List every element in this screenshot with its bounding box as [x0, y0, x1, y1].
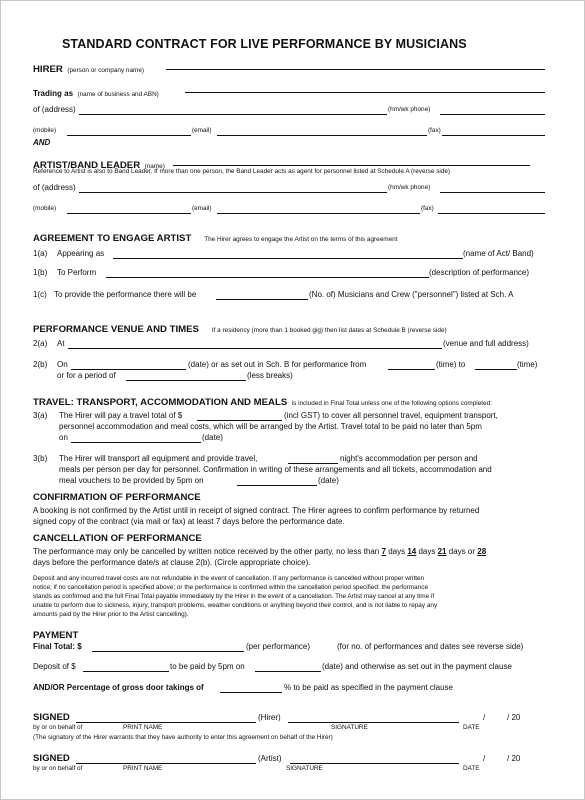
andor-suffix: % to be paid as specified in the payment clause: [284, 683, 453, 692]
artist-mobile-label: (mobile): [33, 205, 57, 212]
hirer-signature-caption: SIGNATURE: [331, 724, 368, 731]
end-time-field[interactable]: [475, 369, 517, 370]
item-2a-suffix: (venue and full address): [443, 339, 529, 348]
deposit-mid: to be paid by 5pm on: [170, 662, 245, 671]
hirer-print-name-field[interactable]: [76, 722, 256, 723]
hirer-label: HIRER: [33, 64, 63, 75]
item-3a-line1-post: (incl GST) to cover all personnel travel, equipment transport,: [284, 411, 498, 420]
artist-signature-caption: SIGNATURE: [286, 765, 323, 772]
final-total-field[interactable]: [92, 651, 244, 652]
artist-reference-note: Reference to Artist is also to Band Leader. If more than one person, the Band Leader acts as agent for personnel listed at Schedule A (reverse side): [33, 168, 451, 175]
hirer-fax-field[interactable]: [442, 135, 545, 136]
travel-heading-row: [33, 393, 492, 409]
artist-print-name-field[interactable]: [76, 763, 256, 764]
travel-date-field[interactable]: [71, 442, 201, 443]
item-1a-num: 1(a): [33, 249, 48, 258]
musicians-count-field[interactable]: [216, 299, 308, 300]
hirer-date-caption: DATE: [463, 724, 480, 731]
hirer-mobile-label: (mobile): [33, 127, 57, 134]
artist-phone-label: (hm/wk phone): [388, 184, 431, 191]
artist-date-caption: DATE: [463, 765, 480, 772]
item-1a-label: Appearing as: [57, 249, 105, 258]
artist-signed-label: SIGNED: [33, 753, 70, 764]
cancel-option-21[interactable]: 21: [437, 547, 447, 556]
trading-field[interactable]: [185, 92, 545, 93]
artist-fax-field[interactable]: [438, 213, 545, 214]
hirer-date-year: / 20: [507, 713, 521, 722]
days-word-1: days: [388, 547, 406, 556]
item-3b-line1-pre: The Hirer will transport all equipment and provide travel,: [59, 454, 258, 463]
item-3b-line1-post: night's accommodation per person and: [340, 454, 478, 463]
item-2b-date-text: (date) or as set out in Sch. B for performance from: [188, 360, 367, 369]
period-label: or for a period of: [57, 371, 116, 380]
deposit-suffix: (date) and otherwise as set out in the payment clause: [322, 662, 512, 671]
agreement-heading: AGREEMENT TO ENGAGE ARTIST: [33, 233, 192, 244]
confirmation-heading: CONFIRMATION OF PERFORMANCE: [33, 492, 201, 503]
confirmation-line2: signed copy of the contract (via mail or fax) at least 7 days before the performance date.: [33, 517, 345, 526]
and-label: AND: [33, 138, 51, 147]
deposit-date-field[interactable]: [255, 671, 321, 672]
artist-signature-field[interactable]: [290, 763, 459, 764]
hirer-label-note: (person or company name): [67, 67, 145, 74]
final-total-suffix: (for no. of performances and dates see reverse side): [337, 642, 524, 651]
artist-date-year: / 20: [507, 754, 521, 763]
venue-heading-note: If a residency (more than 1 booked gig) then list dates at Schedule B (reverse side): [211, 327, 447, 334]
payment-heading: PAYMENT: [33, 630, 79, 641]
hirer-print-name-caption: PRINT NAME: [123, 724, 163, 731]
item-3a-line3-post: (date): [202, 433, 223, 442]
artist-mobile-field[interactable]: [67, 213, 191, 214]
item-3a-line1-pre: The Hirer will pay a travel total of $: [59, 411, 183, 420]
item-3b-line2: meals per person per day for personnel. Confirmation in writing of these arrangements and all tickets, accommodation and: [59, 465, 492, 474]
artist-tag: (Artist): [258, 754, 282, 763]
cancellation-line1: [33, 548, 486, 556]
agreement-heading-row: [33, 229, 397, 245]
andor-label: AND/OR Percentage of gross door takings of: [33, 683, 204, 692]
cancellation-para-2: notice; if no cancellation period is specified above; or the performance is confirmed within the cancellation period specified: the performance: [33, 584, 429, 591]
hirer-signed-label: SIGNED: [33, 712, 70, 723]
item-2a-num: 2(a): [33, 339, 48, 348]
artist-address-label: of (address): [33, 183, 76, 192]
item-1a-suffix: (name of Act/ Band): [463, 249, 534, 258]
cancellation-line2: days before the performance date/s at clause 2(b). (Circle appropriate choice).: [33, 558, 311, 567]
item-3a-line3-pre: on: [59, 433, 68, 442]
artist-label-note: (name): [144, 163, 165, 170]
artist-name-field[interactable]: [173, 165, 530, 166]
venue-heading: PERFORMANCE VENUE AND TIMES: [33, 324, 199, 335]
artist-print-name-caption: PRINT NAME: [123, 765, 163, 772]
item-1b-num: 1(b): [33, 268, 48, 277]
venue-field[interactable]: [68, 348, 442, 349]
cancellation-para-3: stands as confirmed and the full Final Total payable immediately by the Hirer in the event of a cancellation. The Artist may cancel at any time if: [33, 593, 435, 600]
item-2b-num: 2(b): [33, 360, 48, 369]
hirer-warranty-note: (The signatory of the Hirer warrants that they have authority to enter this agreement on behalf of the Hirer): [33, 734, 333, 741]
item-1b-suffix: (description of performance): [429, 268, 530, 277]
artist-fax-label: (fax): [421, 205, 434, 212]
trading-label: Trading as: [33, 89, 74, 98]
artist-email-label: (email): [192, 205, 212, 212]
days-word-2: days: [418, 547, 436, 556]
period-field[interactable]: [126, 380, 246, 381]
deposit-label: Deposit of $: [33, 662, 76, 671]
voucher-date-field[interactable]: [237, 485, 317, 486]
item-2b-time1: (time) to: [436, 360, 466, 369]
hirer-phone-label: (hm/wk phone): [388, 106, 431, 113]
item-3b-num: 3(b): [33, 454, 48, 463]
cancel-option-14[interactable]: 14: [407, 547, 417, 556]
days-word-3: days: [448, 547, 466, 556]
percentage-field[interactable]: [220, 692, 282, 693]
cancellation-para-4: unable to perform due to sickness, injury, transport problems, weather conditions or anything beyond their control, and is not liable to repay any: [33, 602, 438, 609]
artist-label: ARTIST/BAND LEADER: [33, 160, 141, 171]
cancellation-line1-pre: The performance may only be cancelled by written notice received by the other party, no less than: [33, 547, 380, 556]
trading-label-row: [33, 84, 159, 100]
item-1c-num: 1(c): [33, 290, 47, 299]
contract-title: STANDARD CONTRACT FOR LIVE PERFORMANCE BY MUSICIANS: [62, 37, 467, 51]
travel-total-field[interactable]: [197, 420, 282, 421]
or-word: or: [467, 547, 476, 556]
nights-field[interactable]: [288, 463, 338, 464]
item-1b-label: To Perform: [57, 268, 97, 277]
cancel-option-7[interactable]: 7: [381, 547, 386, 556]
deposit-amount-field[interactable]: [83, 671, 169, 672]
item-3b-line3-post: (date): [318, 476, 339, 485]
artist-date-slash: /: [483, 754, 486, 763]
final-total-mid: (per performance): [246, 642, 311, 651]
cancel-option-28[interactable]: 28: [477, 547, 487, 556]
act-name-field[interactable]: [113, 258, 463, 259]
hirer-signature-field[interactable]: [288, 722, 459, 723]
item-1c-mid: (No. of) Musicians and Crew ("personnel") listed at Sch. A: [309, 290, 514, 299]
cancellation-heading: CANCELLATION OF PERFORMANCE: [33, 533, 202, 544]
hirer-fax-label: (fax): [428, 127, 441, 134]
travel-heading-note: is included in Final Total unless one of the following options completed:: [291, 400, 492, 407]
confirmation-line1: A booking is not confirmed by the Artist until in receipt of signed contract. The Hirer agrees to confirm performance by returned: [33, 506, 480, 515]
hirer-address-field[interactable]: [79, 114, 387, 115]
item-3a-num: 3(a): [33, 411, 48, 420]
period-suffix: (less breaks): [247, 371, 293, 380]
item-1c-label: To provide the performance there will be: [54, 290, 197, 299]
hirer-date-slash: /: [483, 713, 486, 722]
travel-heading: TRAVEL: TRANSPORT, ACCOMMODATION AND MEALS: [33, 397, 288, 408]
item-2a-label: At: [57, 339, 65, 348]
item-3a-line2: personnel accommodation and meal costs, which will be arranged by the Artist. Travel total to be paid no later than 5pm: [59, 422, 482, 431]
hirer-tag: (Hirer): [258, 713, 281, 722]
hirer-mobile-field[interactable]: [67, 135, 191, 136]
agreement-heading-note: The Hirer agrees to engage the Artist on the terms of this agreement: [204, 236, 398, 243]
hirer-email-field[interactable]: [217, 135, 427, 136]
hirer-name-field[interactable]: [166, 69, 545, 70]
hirer-phone-field[interactable]: [440, 114, 545, 115]
item-2b-time2: (time): [517, 360, 538, 369]
venue-heading-row: [33, 320, 447, 336]
start-time-field[interactable]: [388, 369, 435, 370]
hirer-address-label: of (address): [33, 105, 76, 114]
hirer-on-behalf: by or on behalf of: [33, 724, 83, 731]
performance-date-field[interactable]: [71, 369, 186, 370]
artist-phone-field[interactable]: [440, 192, 545, 193]
hirer-email-label: (email): [192, 127, 212, 134]
hirer-label-row: [33, 60, 144, 76]
cancellation-para-5: amounts paid by the Hirer prior to the Artist cancelling).: [33, 611, 189, 618]
artist-on-behalf: by or on behalf of: [33, 765, 83, 772]
item-3b-line3-pre: meal vouchers to be provided by 5pm on: [59, 476, 204, 485]
trading-note: (name of business and ABN): [77, 91, 159, 98]
artist-email-field[interactable]: [217, 213, 420, 214]
artist-address-field[interactable]: [79, 192, 387, 193]
performance-description-field[interactable]: [106, 277, 429, 278]
item-2b-label: On: [57, 360, 68, 369]
cancellation-para-1: Deposit and any incurred travel costs are not refundable in the event of cancellation. If any performance is cancelled without proper written: [33, 575, 425, 582]
final-total-label: Final Total: $: [33, 642, 82, 651]
